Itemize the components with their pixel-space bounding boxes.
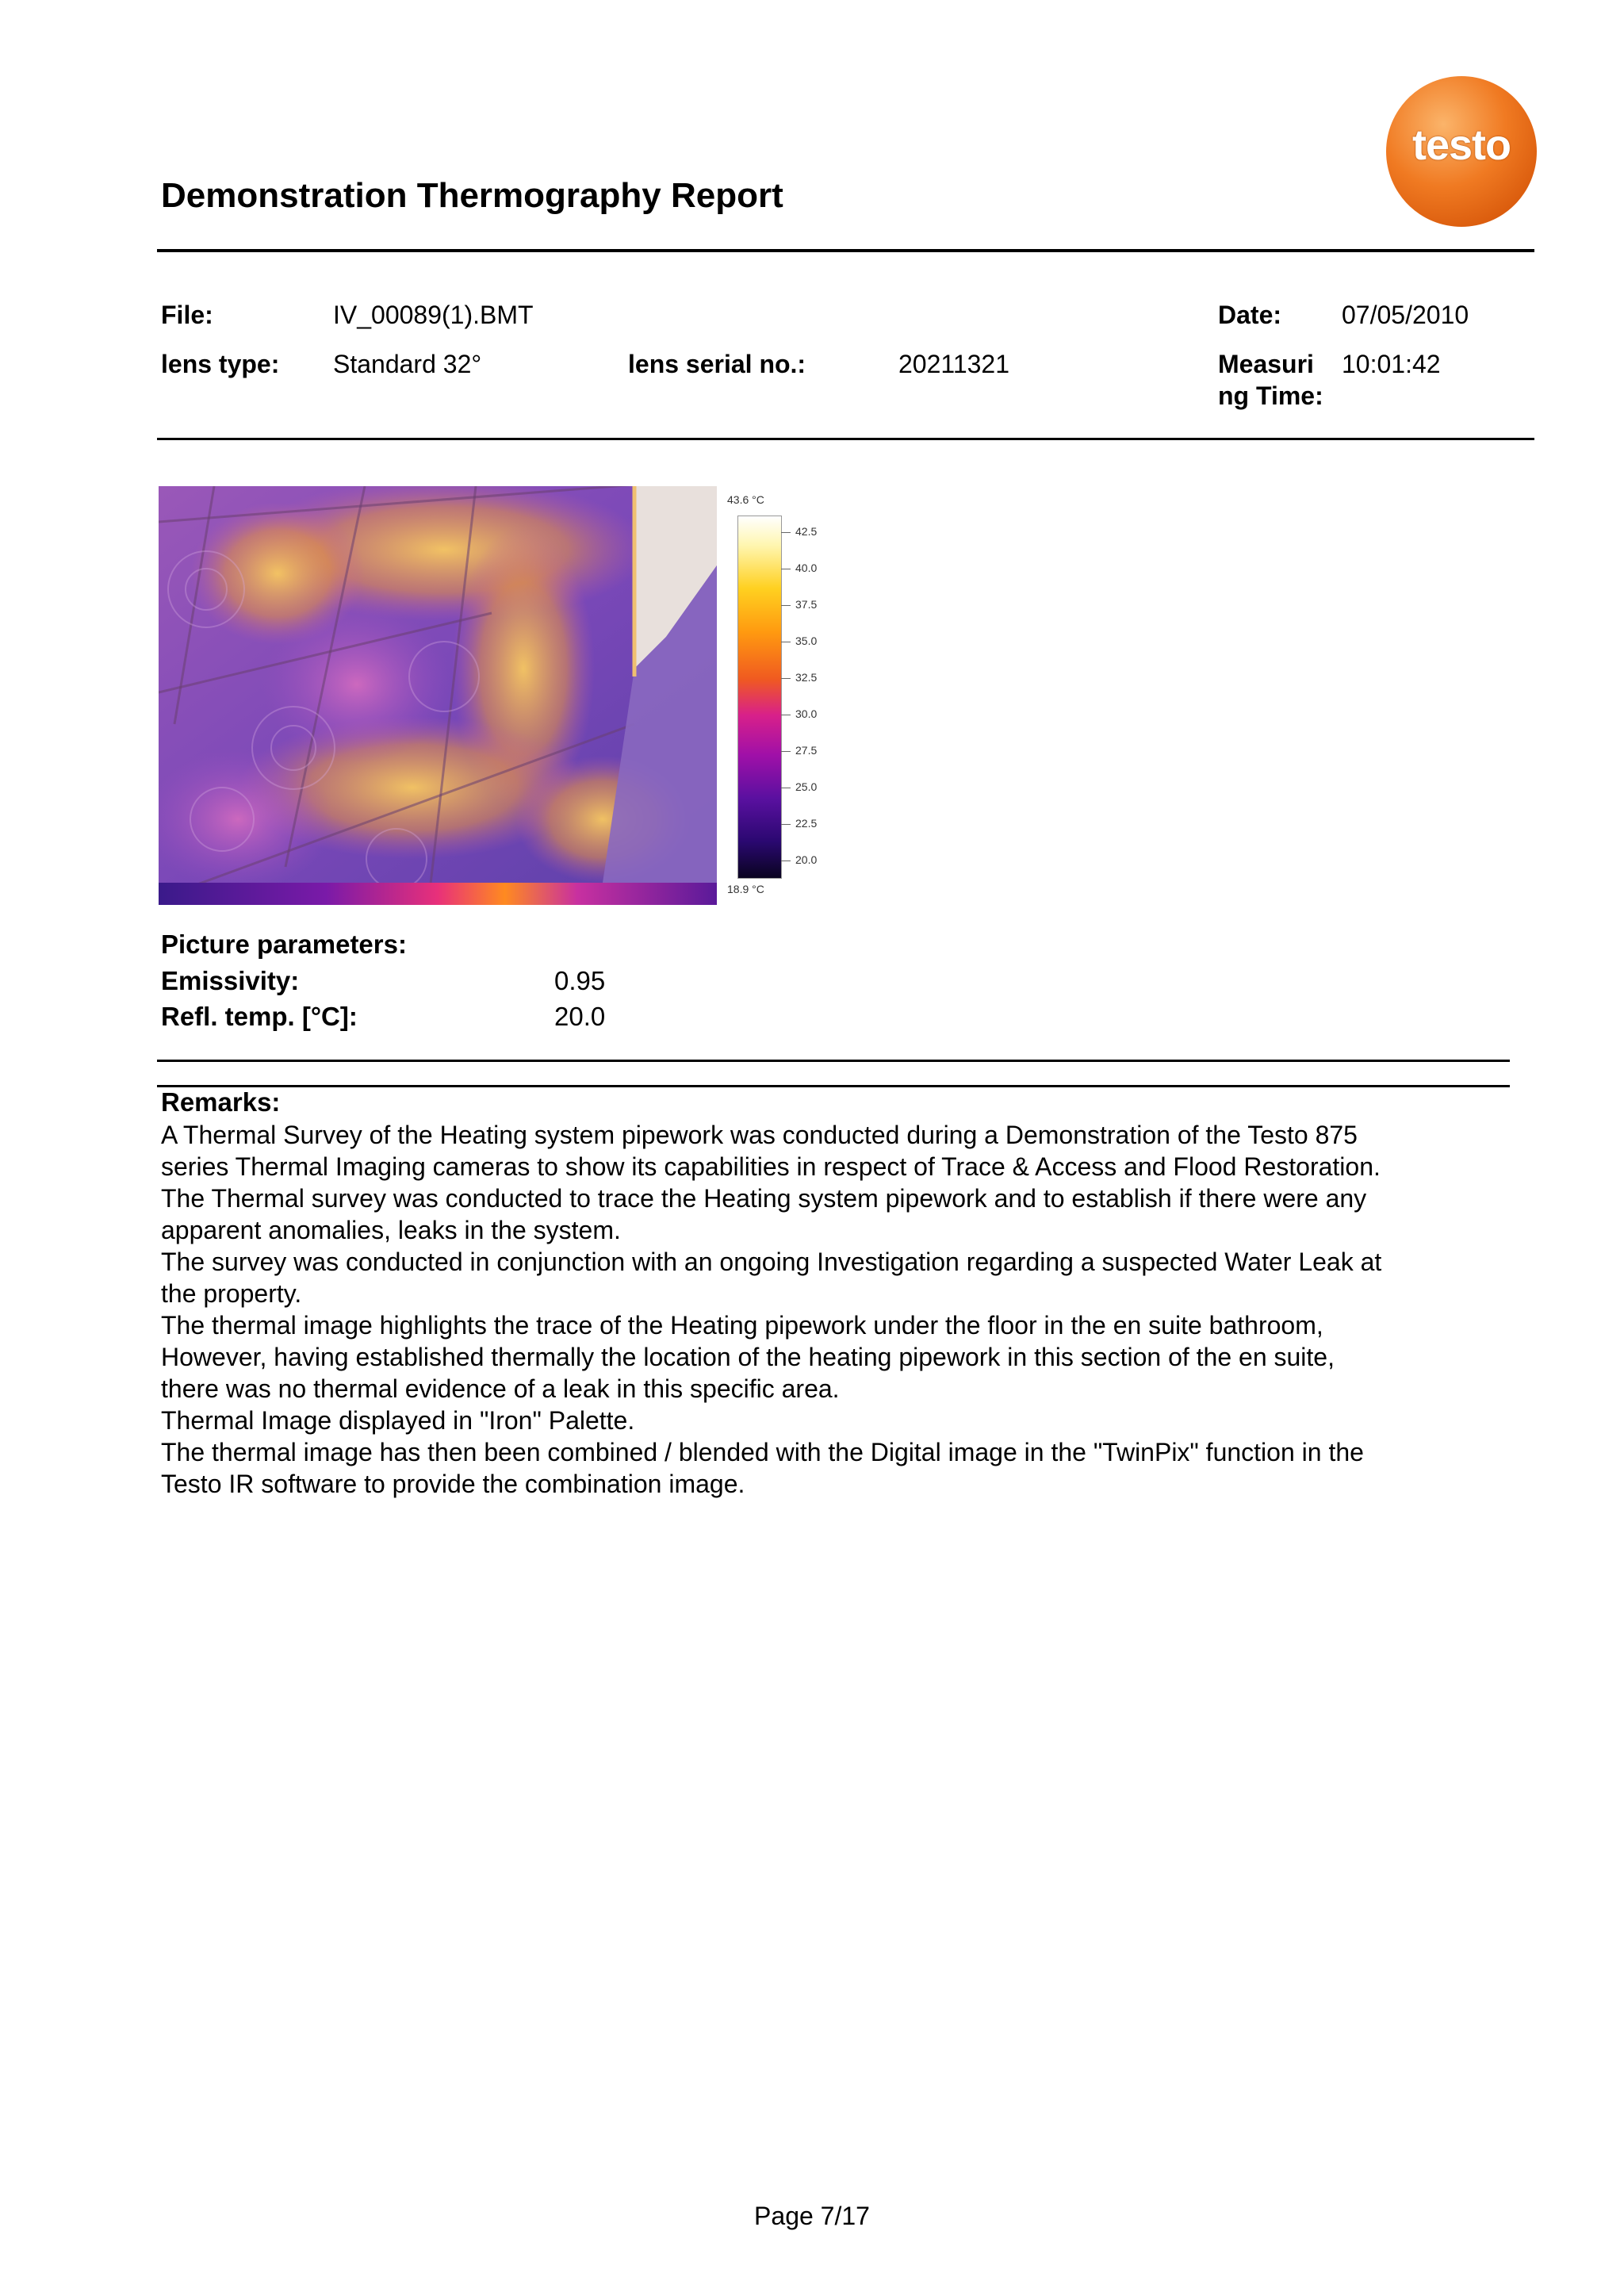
header-divider [157, 249, 1534, 252]
lens-type-label: lens type: [161, 350, 280, 378]
scale-tick-mark [781, 824, 791, 825]
remarks-line: The Thermal survey was conducted to trace the Heating system pipework and to establish if there were any [161, 1184, 1367, 1213]
remarks-line: However, having established thermally the location of the heating pipework in this section of the en suite, [161, 1343, 1335, 1371]
scale-tick-label: 37.5 [795, 598, 818, 611]
refl-temp-label: Refl. temp. [°C]: [161, 1002, 358, 1031]
remarks-line: The thermal image highlights the trace of the Heating pipework under the floor in the en suite bathroom, [161, 1311, 1323, 1340]
refl-temp-value: 20.0 [554, 1002, 606, 1031]
measuring-time-label-line1: Measuri [1218, 350, 1314, 378]
remarks-divider [157, 1085, 1510, 1087]
measuring-time-value: 10:01:42 [1342, 350, 1441, 378]
lens-serial-value: 20211321 [898, 350, 1009, 378]
file-value: IV_00089(1).BMT [333, 301, 534, 329]
picture-parameters-heading: Picture parameters: [161, 930, 407, 959]
remarks-line: series Thermal Imaging cameras to show its capabilities in respect of Trace & Access and Flood Restoration. [161, 1152, 1381, 1181]
meta-divider [157, 438, 1534, 440]
file-label: File: [161, 301, 213, 329]
scale-max-label: 43.6 °C [727, 493, 764, 506]
color-scale-bar [737, 516, 782, 879]
testo-logo [1386, 76, 1537, 227]
remarks-line: the property. [161, 1279, 302, 1308]
remarks-line: Thermal Image displayed in "Iron" Palette. [161, 1406, 635, 1435]
remarks-line: apparent anomalies, leaks in the system. [161, 1216, 621, 1244]
emissivity-value: 0.95 [554, 966, 606, 995]
scale-tick-label: 40.0 [795, 562, 818, 574]
measuring-time-label-line2: ng Time: [1218, 381, 1323, 410]
scale-tick-mark [781, 751, 791, 752]
scale-tick-label: 22.5 [795, 817, 818, 830]
remarks-line: A Thermal Survey of the Heating system pipework was conducted during a Demonstration of the Testo 875 [161, 1121, 1358, 1149]
scale-min-label: 18.9 °C [727, 883, 764, 895]
lens-type-value: Standard 32° [333, 350, 482, 378]
scale-tick-mark [781, 532, 791, 533]
scale-tick-label: 20.0 [795, 853, 818, 866]
scale-tick-mark [781, 678, 791, 679]
date-label: Date: [1218, 301, 1282, 329]
remarks-line: The thermal image has then been combined / blended with the Digital image in the "TwinPix" function in the [161, 1438, 1364, 1466]
scale-tick-label: 27.5 [795, 744, 818, 757]
scale-ticks [781, 516, 845, 888]
scale-tick-label: 35.0 [795, 634, 818, 647]
remarks-line: there was no thermal evidence of a leak in this specific area. [161, 1374, 840, 1403]
scale-tick-label: 42.5 [795, 525, 818, 538]
scale-tick-mark [781, 605, 791, 606]
report-title: Demonstration Thermography Report [161, 176, 783, 215]
scale-tick-label: 25.0 [795, 780, 818, 793]
remarks-heading: Remarks: [161, 1087, 281, 1117]
remarks-line: Testo IR software to provide the combination image. [161, 1470, 745, 1498]
date-value: 07/05/2010 [1342, 301, 1469, 329]
lens-serial-label: lens serial no.: [628, 350, 806, 378]
scale-tick-label: 30.0 [795, 707, 818, 720]
thermal-image [159, 486, 717, 905]
remarks-body [161, 1119, 1509, 1500]
emissivity-label: Emissivity: [161, 966, 300, 995]
logo-text: testo [1411, 121, 1511, 169]
scale-tick-label: 32.5 [795, 671, 818, 684]
remarks-line: The survey was conducted in conjunction with an ongoing Investigation regarding a suspected Water Leak at [161, 1248, 1382, 1276]
params-divider [157, 1060, 1510, 1062]
page-number: Page 7/17 [754, 2202, 870, 2230]
